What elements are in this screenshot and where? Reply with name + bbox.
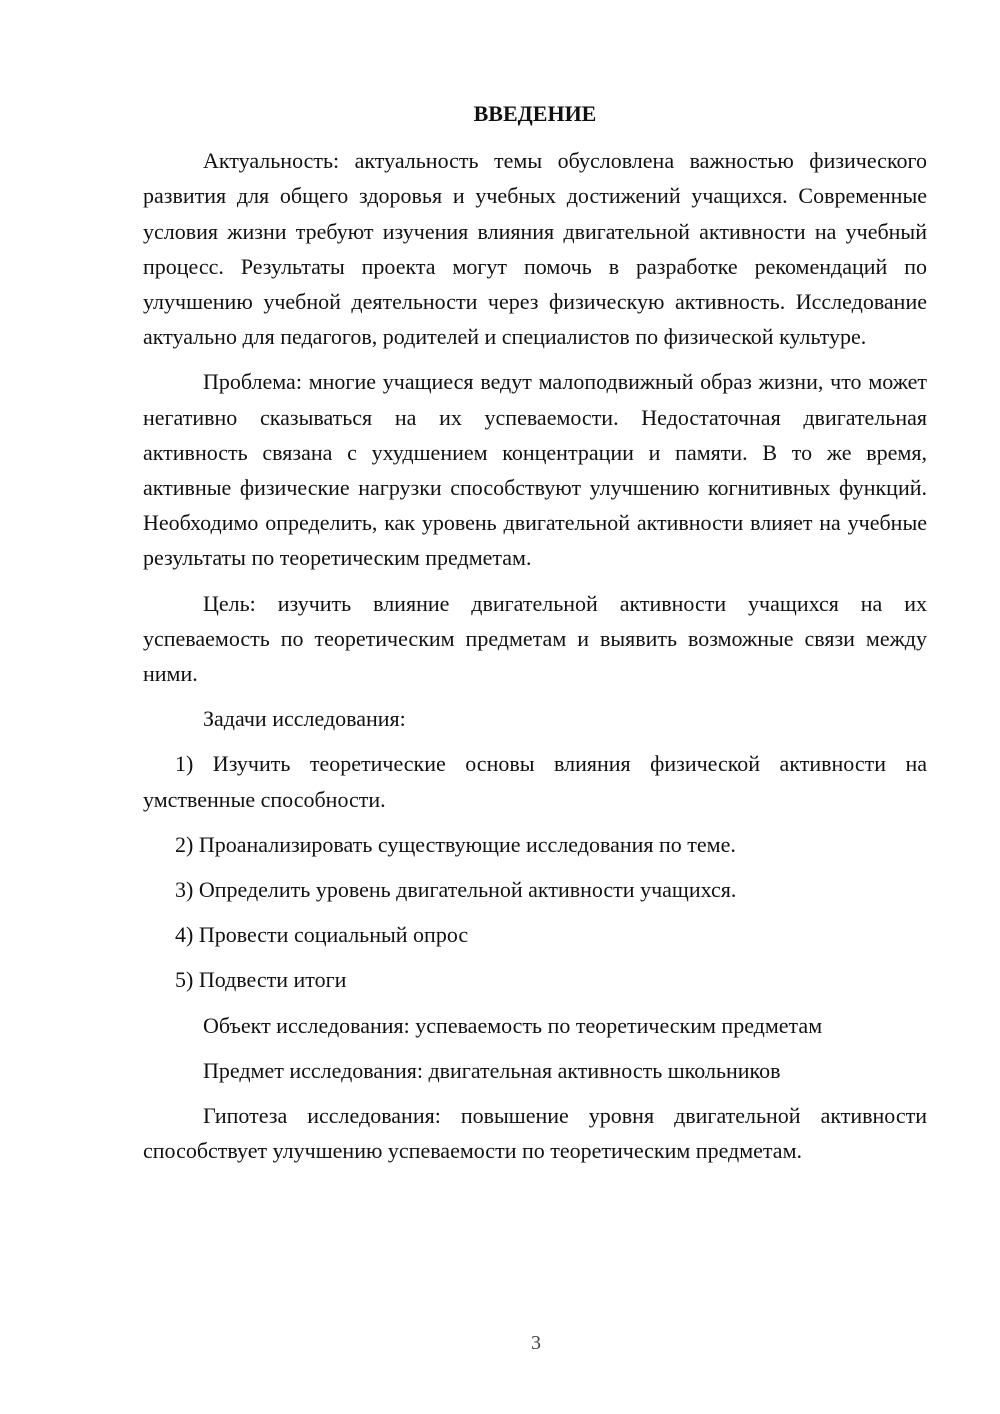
goal-paragraph: Цель: изучить влияние двигательной активности учащихся на их успеваемость по теоретическим предметам и выявить возможные связи между ними. [143, 590, 927, 687]
hypothesis-paragraph: Гипотеза исследования: повышение уровня двигательной активности способствует улучшению успеваемости по теоретическим предметам. [143, 1103, 927, 1164]
tasks-heading: Задачи исследования: [203, 706, 406, 732]
problem-paragraph: Проблема: многие учащиеся ведут малоподвижный образ жизни, что может негативно сказываться на их успеваемости. Недостаточная двигательная активность связана с ухудшением концентрации и памяти. В то же время, активные физические нагрузки способствуют улучшению когнитивных функций. Необходимо определить, как уровень двигательной активности влияет на учебные результаты по теоретическим предметам. [143, 369, 927, 571]
task-item: 3) Определить уровень двигательной активности учащихся. [175, 877, 737, 903]
research-object: Объект исследования: успеваемость по теоретическим предметам [203, 1012, 823, 1038]
relevance-paragraph: Актуальность: актуальность темы обусловлена важностью физического развития для общего здоровья и учебных достижений учащихся. Современные условия жизни требуют изучения влияния двигательной активности на учебный процесс. Результаты проекта могут помочь в разработке рекомендаций по улучшению учебной деятельности через физическую активность. Исследование актуально для педагогов, родителей и специалистов по физической культуре. [143, 148, 927, 350]
task-item: 4) Провести социальный опрос [175, 922, 469, 948]
page-content [143, 96, 927, 1168]
task-item: 2) Проанализировать существующие исследования по теме. [175, 831, 736, 857]
research-subject: Предмет исследования: двигательная активность школьников [203, 1057, 781, 1083]
task-item: 5) Подвести итоги [175, 967, 347, 993]
section-title: ВВЕДЕНИЕ [473, 101, 597, 126]
task-item: 1) Изучить теоретические основы влияния физической активности на умственные способности. [143, 751, 927, 812]
page-number: 3 [531, 1332, 541, 1354]
